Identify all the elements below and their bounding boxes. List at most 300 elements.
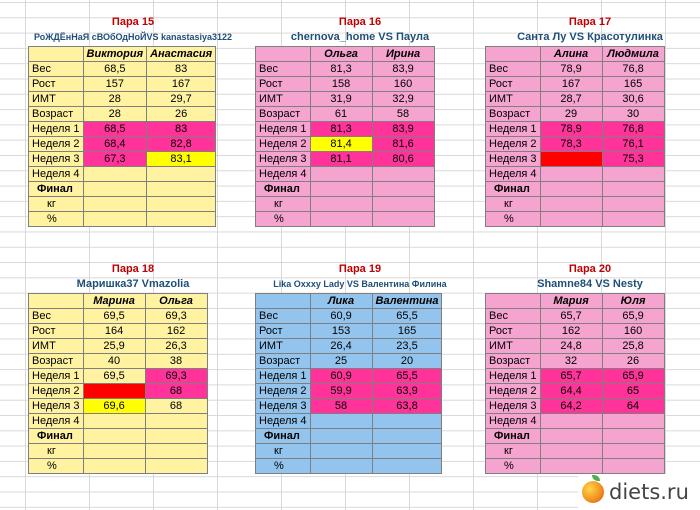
player2-value[interactable]: 165 xyxy=(372,324,442,339)
player1-value[interactable] xyxy=(540,167,602,182)
table-row xyxy=(29,399,208,414)
row-label[interactable]: % xyxy=(256,459,311,474)
player1-value[interactable] xyxy=(83,384,145,399)
player2-value[interactable]: 65,5 xyxy=(372,309,442,324)
row-label[interactable]: ИМТ xyxy=(486,92,541,107)
player1-value[interactable]: 153 xyxy=(310,324,372,339)
table-row xyxy=(486,62,665,77)
row-label[interactable]: Финал xyxy=(256,182,311,197)
table-row xyxy=(256,212,435,227)
table-row xyxy=(486,444,665,459)
player2-value[interactable]: 160 xyxy=(602,324,664,339)
table-row xyxy=(29,212,216,227)
pair-table xyxy=(28,293,208,474)
table-row xyxy=(29,354,208,369)
table-row xyxy=(256,384,442,399)
player2-value[interactable] xyxy=(372,429,442,444)
player2-value[interactable]: 63,9 xyxy=(372,384,442,399)
pair-names: Shamne84 VS Nesty xyxy=(537,278,643,290)
table-row xyxy=(29,122,216,137)
row-label[interactable]: Неделя 2 xyxy=(486,137,541,152)
row-label[interactable]: кг xyxy=(256,197,311,212)
player1-value[interactable] xyxy=(540,414,602,429)
row-label[interactable]: ИМТ xyxy=(29,92,84,107)
player1-value[interactable] xyxy=(83,182,147,197)
row-label[interactable]: Вес xyxy=(256,309,311,324)
row-label[interactable]: Финал xyxy=(29,182,84,197)
player1-value[interactable] xyxy=(83,212,147,227)
player2-value[interactable]: 29,7 xyxy=(147,92,216,107)
table-row xyxy=(256,62,435,77)
row-label[interactable]: Финал xyxy=(486,429,541,444)
header-empty-cell[interactable] xyxy=(486,47,541,62)
player2-value[interactable]: 69,3 xyxy=(145,369,207,384)
row-label[interactable]: Неделя 4 xyxy=(256,167,311,182)
row-label[interactable]: % xyxy=(486,212,541,227)
header-row xyxy=(486,294,665,309)
player2-value[interactable] xyxy=(145,459,207,474)
player2-value[interactable]: 82,8 xyxy=(147,137,216,152)
fruit-icon xyxy=(582,481,604,503)
player1-value[interactable]: 68,5 xyxy=(83,62,147,77)
player2-value[interactable] xyxy=(147,167,216,182)
row-label[interactable]: Возраст xyxy=(256,354,311,369)
table-row xyxy=(486,369,665,384)
player1-value[interactable] xyxy=(83,444,145,459)
player1-value[interactable] xyxy=(540,429,602,444)
player1-value[interactable]: 64,2 xyxy=(540,399,602,414)
row-label[interactable]: кг xyxy=(486,444,541,459)
table-row xyxy=(486,167,665,182)
row-label[interactable]: Возраст xyxy=(486,107,541,122)
row-label[interactable]: Вес xyxy=(256,62,311,77)
table-row xyxy=(486,339,665,354)
player2-header[interactable]: Ирина xyxy=(372,47,434,62)
player2-header[interactable]: Анастасия xyxy=(147,47,216,62)
pair-names: РоЖДЁнНаЯ сВОбОдНоЙVS kanastasiya3122 xyxy=(33,32,233,42)
player1-header[interactable]: Виктория xyxy=(83,47,147,62)
player2-header[interactable]: Ольга xyxy=(145,294,207,309)
table-row xyxy=(486,122,665,137)
player1-value[interactable] xyxy=(310,444,372,459)
player1-value[interactable]: 26,4 xyxy=(310,339,372,354)
player2-value[interactable] xyxy=(602,414,664,429)
player2-value[interactable] xyxy=(147,182,216,197)
table-row xyxy=(256,77,435,92)
header-empty-cell[interactable] xyxy=(256,294,311,309)
row-label[interactable]: Возраст xyxy=(256,107,311,122)
header-empty-cell[interactable] xyxy=(29,294,84,309)
player2-value[interactable]: 65,9 xyxy=(602,309,664,324)
table-row xyxy=(256,444,442,459)
player2-value[interactable] xyxy=(145,414,207,429)
player1-value[interactable]: 60,9 xyxy=(310,369,372,384)
row-label[interactable]: ИМТ xyxy=(29,339,84,354)
player2-value[interactable]: 83,9 xyxy=(372,62,434,77)
table-row xyxy=(256,354,442,369)
pair-names: Lika Oxxxy Lady VS Валентина Филина xyxy=(273,279,447,289)
player1-value[interactable] xyxy=(310,167,372,182)
header-empty-cell[interactable] xyxy=(486,294,541,309)
table-row xyxy=(486,107,665,122)
table-row xyxy=(29,459,208,474)
player1-value[interactable] xyxy=(540,197,602,212)
row-label[interactable]: Неделя 1 xyxy=(29,369,84,384)
player2-value[interactable]: 160 xyxy=(372,77,434,92)
player2-value[interactable] xyxy=(602,167,664,182)
table-row xyxy=(29,339,208,354)
table-row xyxy=(256,137,435,152)
player2-value[interactable]: 64 xyxy=(602,399,664,414)
player2-value[interactable]: 65 xyxy=(602,384,664,399)
player1-value[interactable] xyxy=(540,212,602,227)
player1-value[interactable]: 157 xyxy=(83,77,147,92)
table-row xyxy=(486,384,665,399)
row-label[interactable]: Возраст xyxy=(29,354,84,369)
player1-value[interactable] xyxy=(310,182,372,197)
row-label[interactable]: Неделя 3 xyxy=(29,399,84,414)
player2-value[interactable]: 83 xyxy=(147,122,216,137)
pair-table xyxy=(255,46,435,227)
pair-names: Маришка37 Vmazolia xyxy=(76,278,190,290)
player1-value[interactable]: 65,7 xyxy=(540,369,602,384)
table-row xyxy=(486,77,665,92)
player1-value[interactable]: 61 xyxy=(310,107,372,122)
player2-value[interactable] xyxy=(372,444,442,459)
table-row xyxy=(29,429,208,444)
row-label[interactable]: Неделя 3 xyxy=(256,152,311,167)
player2-value[interactable]: 76,8 xyxy=(602,122,664,137)
player1-header[interactable]: Марина xyxy=(83,294,145,309)
table-row xyxy=(486,212,665,227)
player1-value[interactable]: 68,4 xyxy=(83,137,147,152)
player1-value[interactable]: 58 xyxy=(310,399,372,414)
player2-value[interactable] xyxy=(147,197,216,212)
player2-value[interactable]: 81,6 xyxy=(372,137,434,152)
row-label[interactable]: Неделя 2 xyxy=(256,137,311,152)
player2-header[interactable]: Юля xyxy=(602,294,664,309)
player1-value[interactable]: 158 xyxy=(310,77,372,92)
player2-value[interactable]: 68 xyxy=(145,399,207,414)
player1-value[interactable]: 69,5 xyxy=(83,369,145,384)
row-label[interactable]: Неделя 1 xyxy=(486,122,541,137)
table-row xyxy=(256,309,442,324)
player1-value[interactable]: 78,9 xyxy=(540,122,602,137)
table-row xyxy=(29,107,216,122)
table-row xyxy=(29,369,208,384)
row-label[interactable]: Рост xyxy=(256,324,311,339)
player2-value[interactable] xyxy=(602,429,664,444)
header-empty-cell[interactable] xyxy=(256,47,311,62)
player2-value[interactable]: 65,5 xyxy=(372,369,442,384)
table-row xyxy=(29,197,216,212)
player2-value[interactable]: 68 xyxy=(145,384,207,399)
table-row xyxy=(486,414,665,429)
player1-value[interactable] xyxy=(310,212,372,227)
row-label[interactable]: Неделя 3 xyxy=(486,152,541,167)
player1-value[interactable]: 64,4 xyxy=(540,384,602,399)
row-label[interactable]: Неделя 4 xyxy=(486,414,541,429)
row-label[interactable]: % xyxy=(29,459,84,474)
table-row xyxy=(256,324,442,339)
table-row xyxy=(29,309,208,324)
pair-table xyxy=(28,46,216,227)
player1-header[interactable]: Ольга xyxy=(310,47,372,62)
row-label[interactable]: % xyxy=(486,459,541,474)
player2-value[interactable]: 25,8 xyxy=(602,339,664,354)
row-label[interactable]: Возраст xyxy=(486,354,541,369)
row-label[interactable]: ИМТ xyxy=(256,339,311,354)
pair-names: Санта Лу VS Красотулинка xyxy=(517,31,663,43)
player1-value[interactable]: 69,5 xyxy=(83,309,145,324)
player1-value[interactable]: 28,7 xyxy=(540,92,602,107)
player1-value[interactable]: 40 xyxy=(83,354,145,369)
row-label[interactable]: кг xyxy=(29,197,84,212)
player2-value[interactable] xyxy=(602,182,664,197)
player2-value[interactable]: 26 xyxy=(602,354,664,369)
player1-value[interactable]: 32 xyxy=(540,354,602,369)
row-label[interactable]: Возраст xyxy=(29,107,84,122)
player1-value[interactable]: 81,4 xyxy=(310,137,372,152)
player2-value[interactable]: 76,1 xyxy=(602,137,664,152)
row-label[interactable]: Рост xyxy=(256,77,311,92)
player1-value[interactable]: 29 xyxy=(540,107,602,122)
player1-value[interactable]: 24,8 xyxy=(540,339,602,354)
pair-block xyxy=(28,15,238,225)
player2-value[interactable]: 83,1 xyxy=(147,152,216,167)
player2-value[interactable]: 76,8 xyxy=(602,62,664,77)
player2-value[interactable] xyxy=(145,444,207,459)
player1-value[interactable]: 81,3 xyxy=(310,122,372,137)
row-label[interactable]: Финал xyxy=(486,182,541,197)
table-row xyxy=(29,444,208,459)
player2-value[interactable] xyxy=(602,444,664,459)
row-label[interactable]: Неделя 4 xyxy=(29,414,84,429)
player2-value[interactable] xyxy=(145,429,207,444)
row-label[interactable]: Рост xyxy=(486,77,541,92)
row-label[interactable]: Неделя 1 xyxy=(486,369,541,384)
header-row xyxy=(29,47,216,62)
player2-value[interactable]: 30 xyxy=(602,107,664,122)
player1-header[interactable]: Алина xyxy=(540,47,602,62)
player1-value[interactable]: 81,1 xyxy=(310,152,372,167)
table-row xyxy=(486,92,665,107)
row-label[interactable]: кг xyxy=(486,197,541,212)
table-row xyxy=(29,167,216,182)
player1-value[interactable] xyxy=(83,197,147,212)
pair-block xyxy=(28,262,238,472)
row-label[interactable]: Неделя 3 xyxy=(256,399,311,414)
row-label[interactable]: % xyxy=(256,212,311,227)
player1-value[interactable] xyxy=(540,182,602,197)
player2-value[interactable]: 26,3 xyxy=(145,339,207,354)
pair-title: Пара 17 xyxy=(568,16,612,28)
player2-value[interactable] xyxy=(372,197,434,212)
player2-value[interactable] xyxy=(372,414,442,429)
row-label[interactable]: Неделя 2 xyxy=(486,384,541,399)
row-label[interactable]: ИМТ xyxy=(256,92,311,107)
table-row xyxy=(29,152,216,167)
player1-value[interactable]: 28 xyxy=(83,92,147,107)
row-label[interactable]: кг xyxy=(256,444,311,459)
row-label[interactable]: Вес xyxy=(486,309,541,324)
player1-value[interactable] xyxy=(310,459,372,474)
player1-value[interactable]: 60,9 xyxy=(310,309,372,324)
logo-text: diets.ru xyxy=(609,480,689,504)
player2-value[interactable]: 69,3 xyxy=(145,309,207,324)
table-row xyxy=(486,152,665,167)
player1-value[interactable] xyxy=(540,459,602,474)
player1-value[interactable] xyxy=(310,197,372,212)
player1-value[interactable]: 28 xyxy=(83,107,147,122)
table-row xyxy=(256,122,435,137)
row-label[interactable]: Неделя 2 xyxy=(256,384,311,399)
player2-value[interactable]: 30,6 xyxy=(602,92,664,107)
header-row xyxy=(256,294,442,309)
player2-value[interactable] xyxy=(372,182,434,197)
row-label[interactable]: Неделя 3 xyxy=(486,399,541,414)
player2-value[interactable]: 32,9 xyxy=(372,92,434,107)
player2-value[interactable]: 58 xyxy=(372,107,434,122)
table-row xyxy=(29,324,208,339)
row-label[interactable]: Финал xyxy=(256,429,311,444)
player2-value[interactable]: 20 xyxy=(372,354,442,369)
table-row xyxy=(486,354,665,369)
table-row xyxy=(256,182,435,197)
table-row xyxy=(29,414,208,429)
header-row xyxy=(29,294,208,309)
player1-value[interactable] xyxy=(83,414,145,429)
pair-block xyxy=(255,15,465,225)
player2-value[interactable]: 83,9 xyxy=(372,122,434,137)
row-label[interactable]: Вес xyxy=(29,309,84,324)
player2-value[interactable] xyxy=(602,197,664,212)
player1-value[interactable] xyxy=(540,444,602,459)
player1-value[interactable]: 59,9 xyxy=(310,384,372,399)
player1-value[interactable] xyxy=(83,429,145,444)
row-label[interactable]: Неделя 4 xyxy=(256,414,311,429)
player1-value[interactable]: 67,3 xyxy=(83,152,147,167)
pair-names: chernova_home VS Паула xyxy=(290,31,430,43)
table-row xyxy=(256,399,442,414)
player2-value[interactable]: 167 xyxy=(147,77,216,92)
player2-value[interactable] xyxy=(602,212,664,227)
player1-value[interactable]: 78,3 xyxy=(540,137,602,152)
pair-title: Пара 15 xyxy=(111,16,155,28)
player1-value[interactable] xyxy=(540,152,602,167)
player2-value[interactable]: 83 xyxy=(147,62,216,77)
player1-value[interactable] xyxy=(83,167,147,182)
row-label[interactable]: Финал xyxy=(29,429,84,444)
table-row xyxy=(486,137,665,152)
table-row xyxy=(486,429,665,444)
player1-header[interactable]: Лика xyxy=(310,294,372,309)
pair-title: Пара 19 xyxy=(338,263,382,275)
player2-value[interactable] xyxy=(372,167,434,182)
player1-value[interactable] xyxy=(310,429,372,444)
row-label[interactable]: кг xyxy=(29,444,84,459)
pair-table xyxy=(485,46,665,227)
player2-value[interactable]: 26 xyxy=(147,107,216,122)
player1-value[interactable]: 68,5 xyxy=(83,122,147,137)
player1-value[interactable]: 69,6 xyxy=(83,399,145,414)
pair-title: Пара 16 xyxy=(338,16,382,28)
table-row xyxy=(29,137,216,152)
player2-value[interactable] xyxy=(602,459,664,474)
player2-value[interactable]: 80,6 xyxy=(372,152,434,167)
player1-value[interactable]: 81,3 xyxy=(310,62,372,77)
player1-value[interactable] xyxy=(83,459,145,474)
header-row xyxy=(486,47,665,62)
diets-logo[interactable] xyxy=(578,474,700,510)
row-label[interactable]: Неделя 1 xyxy=(29,122,84,137)
header-empty-cell[interactable] xyxy=(29,47,84,62)
player1-value[interactable]: 164 xyxy=(83,324,145,339)
player2-value[interactable]: 65,9 xyxy=(602,369,664,384)
row-label[interactable]: ИМТ xyxy=(486,339,541,354)
pair-block xyxy=(485,262,695,472)
pair-title: Пара 20 xyxy=(568,263,612,275)
player1-value[interactable]: 78,9 xyxy=(540,62,602,77)
row-label[interactable]: Неделя 2 xyxy=(29,384,84,399)
pair-table xyxy=(255,293,442,474)
row-label[interactable]: Неделя 3 xyxy=(29,152,84,167)
table-row xyxy=(29,77,216,92)
row-label[interactable]: Неделя 4 xyxy=(29,167,84,182)
table-row xyxy=(486,182,665,197)
player2-value[interactable]: 38 xyxy=(145,354,207,369)
player1-value[interactable]: 31,9 xyxy=(310,92,372,107)
row-label[interactable]: Неделя 2 xyxy=(29,137,84,152)
player2-value[interactable]: 165 xyxy=(602,77,664,92)
table-row xyxy=(256,429,442,444)
table-row xyxy=(256,414,442,429)
player2-value[interactable]: 75,3 xyxy=(602,152,664,167)
player1-value[interactable]: 162 xyxy=(540,324,602,339)
player1-value[interactable]: 65,7 xyxy=(540,309,602,324)
row-label[interactable]: % xyxy=(29,212,84,227)
player1-value[interactable]: 167 xyxy=(540,77,602,92)
pair-block xyxy=(255,262,465,472)
player2-header[interactable]: Людмила xyxy=(602,47,664,62)
table-row xyxy=(256,152,435,167)
table-row xyxy=(486,309,665,324)
player2-value[interactable]: 162 xyxy=(145,324,207,339)
player2-header[interactable]: Валентина xyxy=(372,294,442,309)
player2-value[interactable]: 63,8 xyxy=(372,399,442,414)
row-label[interactable]: Рост xyxy=(486,324,541,339)
row-label[interactable]: Неделя 1 xyxy=(256,369,311,384)
player1-value[interactable]: 25,9 xyxy=(83,339,145,354)
row-label[interactable]: Вес xyxy=(29,62,84,77)
player1-value[interactable]: 25 xyxy=(310,354,372,369)
table-row xyxy=(256,369,442,384)
player2-value[interactable] xyxy=(372,212,434,227)
player2-value[interactable] xyxy=(147,212,216,227)
header-row xyxy=(256,47,435,62)
player2-value[interactable] xyxy=(372,459,442,474)
player1-header[interactable]: Мария xyxy=(540,294,602,309)
row-label[interactable]: Неделя 1 xyxy=(256,122,311,137)
player1-value[interactable] xyxy=(310,414,372,429)
table-row xyxy=(486,459,665,474)
player2-value[interactable]: 23,5 xyxy=(372,339,442,354)
row-label[interactable]: Вес xyxy=(486,62,541,77)
row-label[interactable]: Рост xyxy=(29,77,84,92)
row-label[interactable]: Рост xyxy=(29,324,84,339)
row-label[interactable]: Неделя 4 xyxy=(486,167,541,182)
table-row xyxy=(256,107,435,122)
